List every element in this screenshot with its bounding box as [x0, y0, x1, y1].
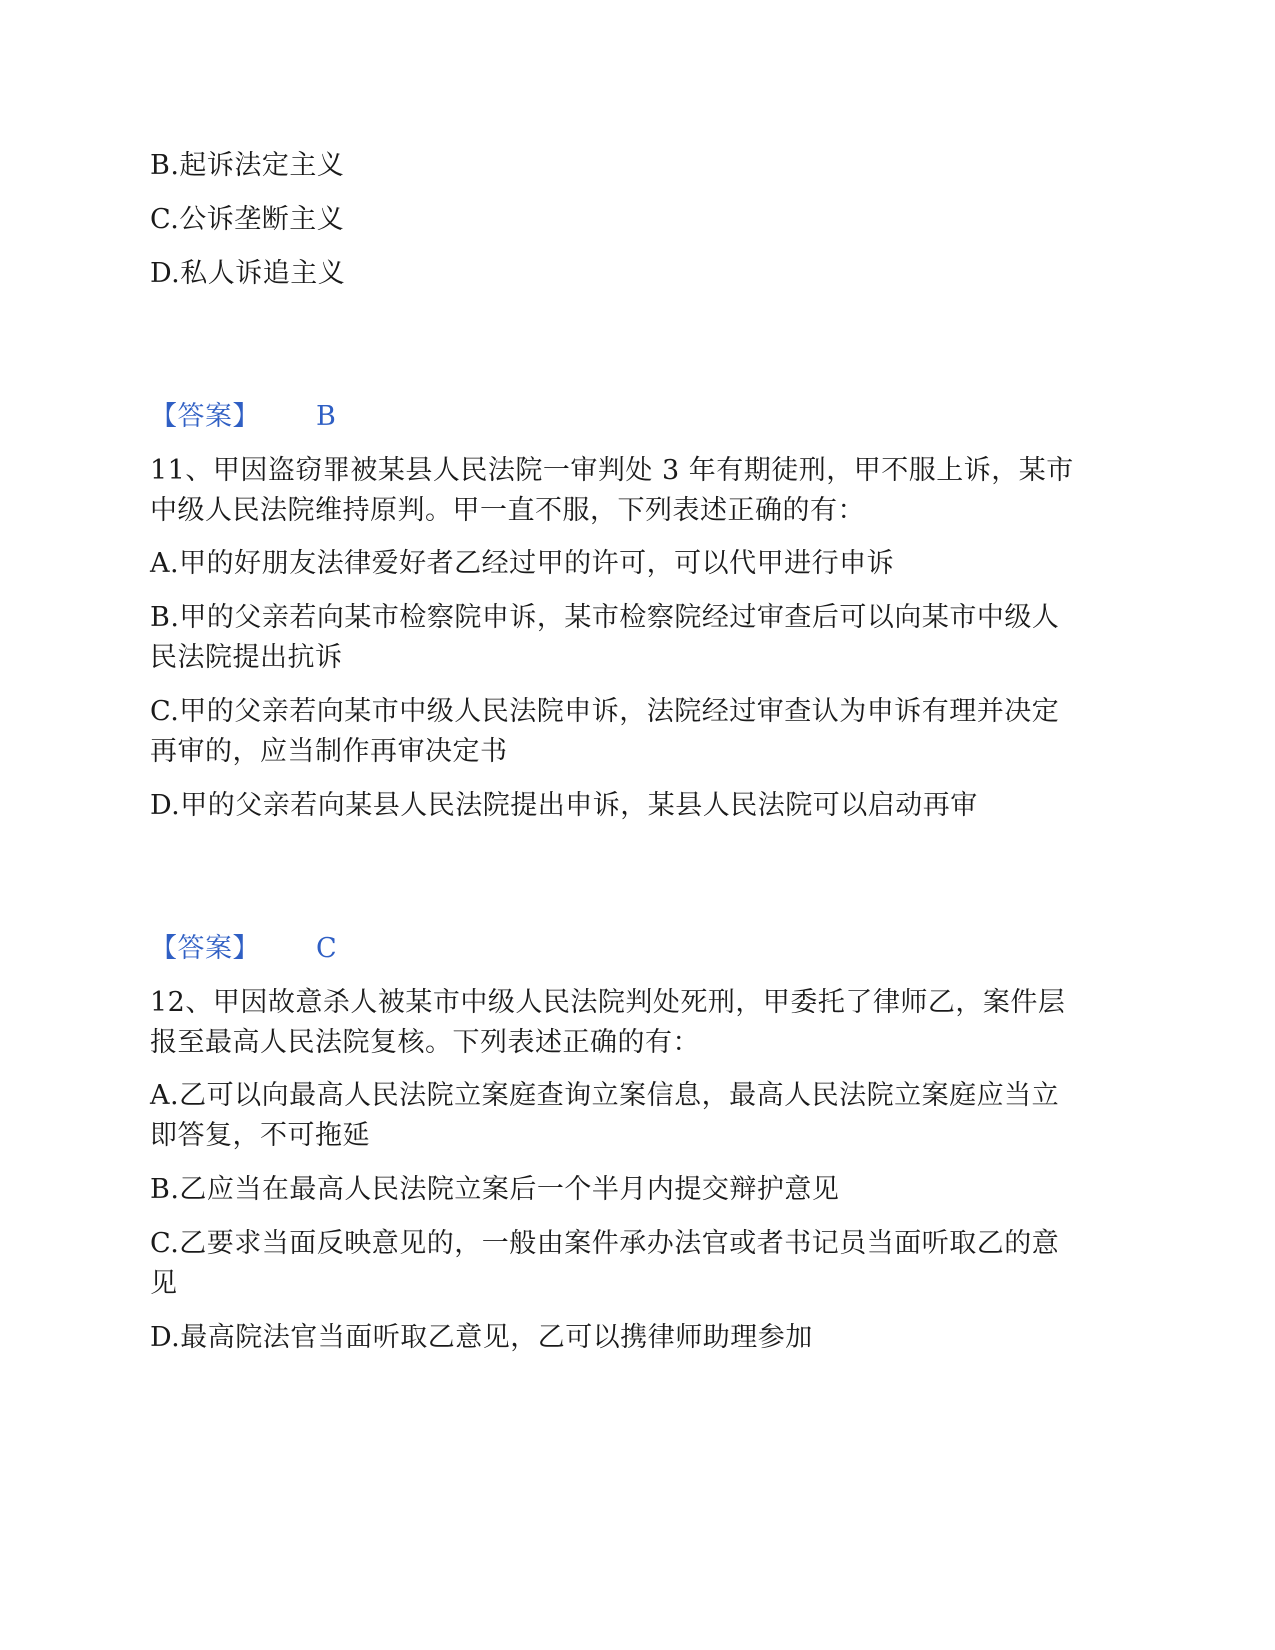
q12-option-c-line-2: 见	[150, 1268, 178, 1299]
q12-option-b: B.乙应当在最高人民法院立案后一个半月内提交辩护意见	[150, 1174, 840, 1205]
q10-option-c: C.公诉垄断主义	[150, 204, 345, 235]
q11-option-a: A.甲的好朋友法律爱好者乙经过甲的许可，可以代甲进行申诉	[150, 548, 895, 579]
q11-option-c-line-1: C.甲的父亲若向某市中级人民法院申诉，法院经过审查认为申诉有理并决定	[150, 696, 1060, 727]
q10-option-b: B.起诉法定主义	[150, 150, 345, 181]
q12-option-d: D.最高院法官当面听取乙意见，乙可以携律师助理参加	[150, 1322, 813, 1353]
q10-answer	[150, 397, 1125, 437]
q11-stem-line-1: 11、甲因盗窃罪被某县人民法院一审判处 3 年有期徒刑，甲不服上诉，某市	[150, 455, 1074, 486]
q11-answer	[150, 929, 1125, 969]
answer-label: 【答案】	[150, 933, 260, 964]
q11-stem-line-2: 中级人民法院维持原判。甲一直不服，下列表述正确的有：	[150, 495, 865, 526]
q12-option-c-line-1: C.乙要求当面反映意见的，一般由案件承办法官或者书记员当面听取乙的意	[150, 1228, 1060, 1259]
q12-option-a-line-2: 即答复，不可拖延	[150, 1120, 370, 1151]
q11-option-c-line-2: 再审的，应当制作再审决定书	[150, 736, 508, 767]
answer-label: 【答案】	[150, 401, 260, 432]
q12-stem-line-1: 12、甲因故意杀人被某市中级人民法院判处死刑，甲委托了律师乙，案件层	[150, 987, 1066, 1018]
q11-option-d: D.甲的父亲若向某县人民法院提出申诉，某县人民法院可以启动再审	[150, 790, 978, 821]
q11-option-b-line-1: B.甲的父亲若向某市检察院申诉，某市检察院经过审查后可以向某市中级人	[150, 602, 1060, 633]
q12-option-a-line-1: A.乙可以向最高人民法院立案庭查询立案信息，最高人民法院立案庭应当立	[150, 1080, 1060, 1111]
answer-value: B	[316, 401, 337, 432]
answer-value: C	[316, 933, 338, 964]
q10-option-d: D.私人诉追主义	[150, 258, 346, 289]
q11-option-b-line-2: 民法院提出抗诉	[150, 642, 343, 673]
q12-stem-line-2: 报至最高人民法院复核。下列表述正确的有：	[150, 1027, 700, 1058]
